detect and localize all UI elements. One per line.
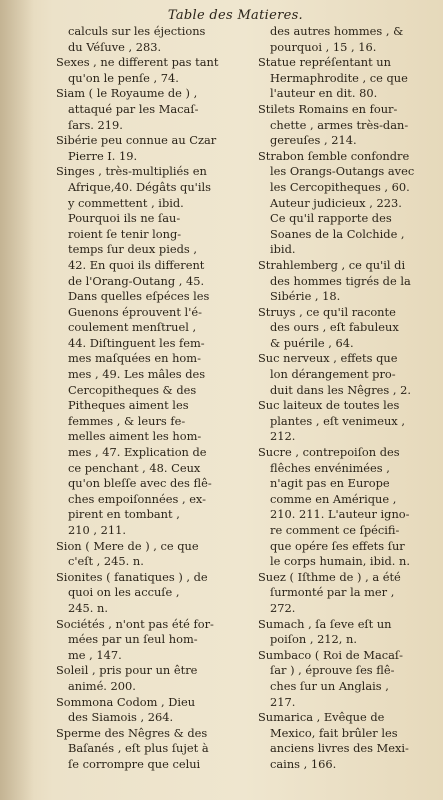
index-entry-line: comme en Amérique ,	[270, 491, 397, 506]
index-entry	[258, 648, 436, 710]
index-entry-head-line: Sionites ( fanatiques ) , de	[56, 569, 208, 584]
index-entry-line: Cercopitheques & des	[68, 382, 197, 397]
index-entry-line: ches empoiſonnées , ex-	[68, 491, 207, 506]
index-entry-line: ce penchant , 48. Ceux	[68, 460, 201, 475]
index-entry	[56, 663, 236, 694]
index-entry-line: n'agit pas en Europe	[270, 476, 390, 491]
index-entry	[258, 398, 436, 445]
index-entry-head-line: Sexes , ne different pas tant	[56, 55, 219, 70]
index-entry-line: ſe corrompre que celui	[68, 756, 201, 771]
index-entry	[56, 133, 236, 164]
index-entry	[56, 55, 236, 86]
index-entry-line: re comment ce ſpécifi-	[270, 523, 400, 537]
index-entry-head-line: Struys , ce qu'il raconte	[258, 304, 396, 319]
index-entry-line: y commettent , ibid.	[68, 195, 184, 210]
index-entry-line: le corps humain, ibid. n.	[270, 554, 410, 569]
index-entry-line: c'eſt , 245. n.	[68, 554, 144, 569]
index-entry-line: Guenons éprouvent l'é-	[68, 304, 202, 319]
index-entry	[258, 570, 436, 617]
index-entry-line: des ours , eſt fabuleux	[270, 320, 399, 335]
index-entry-line: mes , 49. Les mâles des	[68, 367, 206, 382]
index-entry-head-line: Sperme des Nêgres & des	[56, 725, 208, 740]
index-entry	[56, 726, 236, 773]
page-header: Table des Matieres.	[167, 8, 303, 23]
index-entry-line: Soanes de la Colchide ,	[270, 226, 405, 241]
index-entry-head-line: Suc laiteux de toutes les	[258, 398, 400, 413]
index-column-left	[56, 24, 236, 773]
index-entry	[56, 164, 236, 538]
index-entry-line: poiſon , 212, n.	[270, 632, 358, 647]
index-entry-line: Sibérie , 18.	[270, 289, 341, 304]
index-entry	[56, 539, 236, 570]
index-entry-line: mes , 47. Explication de	[68, 445, 207, 460]
page-gutter-shadow	[0, 0, 34, 800]
index-entry-line: plantes , eſt venimeux ,	[270, 413, 405, 428]
index-entry-head-line: Sommona Codom , Dieu	[56, 694, 196, 709]
index-entry-line: quoi on les accuſe ,	[68, 585, 180, 600]
index-entry	[56, 617, 236, 664]
index-entry-head-line: Strahlemberg , ce qu'il di	[258, 257, 406, 272]
index-entry-head-line: Soleil , pris pour un être	[56, 663, 198, 678]
index-entry-line: 42. En quoi ils different	[68, 257, 205, 272]
index-entry-line: lon dérangement pro-	[270, 367, 396, 382]
index-entry	[258, 258, 436, 305]
index-entry-line: Ce qu'il rapporte des	[270, 211, 392, 226]
index-entry	[258, 55, 436, 102]
index-entry-line: duit dans les Nêgres , 2.	[270, 382, 411, 397]
index-entry-line: les Cercopitheques , 60.	[270, 179, 410, 194]
index-entry-line: & puérile , 64.	[270, 335, 354, 350]
index-entry-line: 245. n.	[68, 600, 108, 615]
index-entry	[258, 102, 436, 149]
index-entry-line: Pourquoi ils ne ſau-	[68, 211, 181, 226]
index-entry-line: Baſanés , eſt plus ſujet à	[68, 741, 209, 756]
index-entry	[258, 24, 436, 55]
index-entry-head-line: Sumbaco ( Roi de Macaſ-	[258, 647, 403, 662]
index-entry-line: ſurmonté par la mer ,	[270, 585, 395, 600]
index-entry-line: Hermaphrodite , ce que	[270, 70, 408, 85]
index-entry-line: ches ſur un Anglais ,	[270, 678, 389, 693]
index-entry-line: Dans quelles eſpéces les	[68, 289, 210, 304]
index-entry-line: melles aiment les hom-	[68, 429, 202, 444]
index-entry-line: 44. Diſtinguent les fem-	[68, 335, 205, 350]
index-entry-line: 212.	[270, 429, 296, 444]
index-entry-head-line: Sion ( Mere de ) , ce que	[56, 538, 199, 553]
index-entry-line: des Siamois , 264.	[68, 710, 174, 725]
index-entry	[56, 570, 236, 617]
index-entry-head-line: Suez ( Iſthme de ) , a été	[258, 569, 401, 584]
index-entry-head-line: Stilets Romains en four-	[258, 101, 398, 116]
index-entry-head-line: Sumach , ſa ſeve eſt un	[258, 616, 392, 631]
index-entry-line: les Orangs-Outangs avec	[270, 164, 415, 179]
index-entry-line: l'auteur en dit. 80.	[270, 86, 378, 101]
index-entry-head-line: Sociétés , n'ont pas été for-	[56, 616, 214, 631]
index-entry-line: mes maſquées en hom-	[68, 351, 201, 366]
index-entry-line: gereuſes , 214.	[270, 133, 357, 148]
index-entry-line: ibid.	[270, 242, 296, 257]
index-entry-head-line: Sibérie peu connue au Czar	[56, 133, 217, 148]
index-entry-line: Pitheques aiment les	[68, 398, 189, 413]
index-column-right	[258, 24, 436, 773]
index-entry-line: Auteur judicieux , 223.	[270, 195, 402, 210]
index-entry-line: animé. 200.	[68, 678, 136, 693]
index-entry-line: 210. 211. L'auteur igno-	[270, 507, 410, 522]
index-entry-head-line: Sumarica , Evêque de	[258, 710, 385, 725]
index-entry-line: Mexico, fait brûler les	[270, 725, 398, 740]
index-entry-line: 217.	[270, 694, 296, 709]
index-entry-head-line: Sucre , contrepoiſon des	[258, 445, 400, 460]
index-entry-line: attaqué par les Macaſ-	[68, 101, 199, 116]
index-entry	[258, 305, 436, 352]
index-entry-line: qu'on le penſe , 74.	[68, 70, 179, 85]
index-entry-line: de l'Orang-Outang , 45.	[68, 273, 205, 288]
index-entry-line: du Véſuve , 283.	[68, 39, 162, 54]
index-entry-head-line: Siam ( le Royaume de ) ,	[56, 86, 198, 101]
index-entry	[258, 617, 436, 648]
index-entry-line: coulement menſtruel ,	[68, 320, 197, 335]
index-entry-line: flêches envénimées ,	[270, 460, 390, 475]
index-entry-line: roient ſe tenir long-	[68, 226, 182, 241]
index-entry-line: cains , 166.	[270, 756, 337, 771]
index-entry	[56, 86, 236, 133]
index-entry-line: mées par un ſeul hom-	[68, 632, 198, 647]
index-entry-line: qu'on bleſſe avec des flê-	[68, 476, 212, 491]
index-entry	[56, 695, 236, 726]
index-entry-line: des hommes tigrés de la	[270, 273, 411, 288]
index-entry-line: ſar ) , éprouve ſes flê-	[270, 663, 395, 678]
index-entry-line: 210 , 211.	[68, 523, 126, 537]
index-entry-line: pourquoi , 15 , 16.	[270, 39, 377, 54]
index-entry	[258, 710, 436, 772]
index-entry-head-line: Suc nerveux , effets que	[258, 351, 398, 366]
index-entry-line: Pierre I. 19.	[68, 148, 138, 163]
index-entry-line: pirent en tombant ,	[68, 507, 180, 522]
index-entry-line: calculs sur les éjections	[68, 24, 206, 38]
index-entry-line: chette , armes très-dan-	[270, 117, 409, 132]
index-entry	[258, 351, 436, 398]
index-entry-head-line: Singes , très-multipliés en	[56, 164, 207, 179]
index-entry-line: anciens livres des Mexi-	[270, 741, 409, 756]
index-entry-head-line: Strabon ſemble confondre	[258, 148, 410, 163]
index-entry-line: ſars. 219.	[68, 117, 123, 132]
index-entry-line: que opére ſes effets ſur	[270, 538, 405, 553]
index-entry-line: me , 147.	[68, 647, 122, 662]
index-entry	[258, 149, 436, 258]
index-entry-head-line: Statue repréſentant un	[258, 55, 391, 70]
index-entry-line: des autres hommes , &	[270, 24, 404, 38]
index-entry	[258, 445, 436, 570]
index-entry-line: femmes , & leurs fe-	[68, 413, 186, 428]
index-entry-line: temps ſur deux pieds ,	[68, 242, 197, 257]
index-entry	[56, 24, 236, 55]
index-entry-line: 272.	[270, 600, 296, 615]
index-entry-line: Afrique,40. Dégâts qu'ils	[68, 179, 211, 194]
